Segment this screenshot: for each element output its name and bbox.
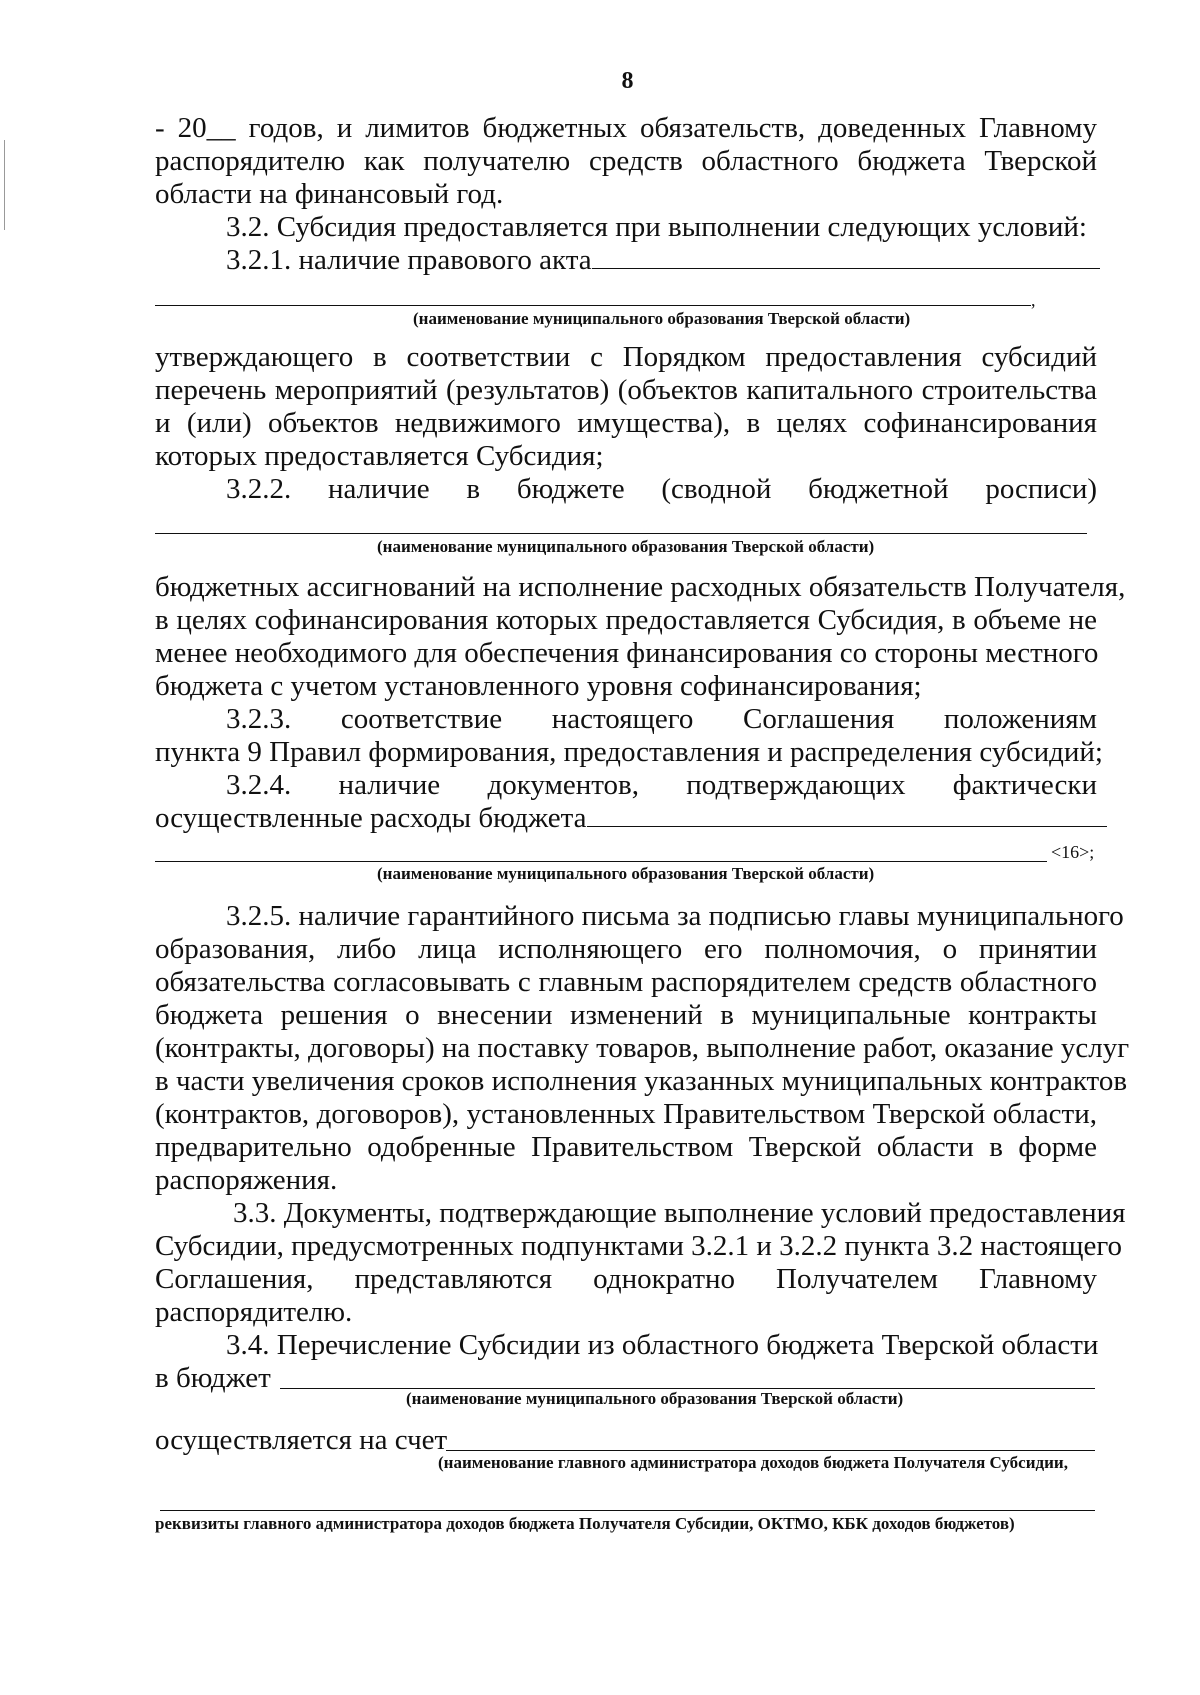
blank-municipality-field[interactable] — [155, 305, 1031, 306]
text-line: которых предоставляется Субсидия; — [155, 440, 604, 472]
scan-margin-line — [4, 140, 5, 230]
text-line: предварительно одобренные Правительством Тверской области в форме — [155, 1131, 1097, 1163]
act-line — [226, 244, 1097, 277]
blank-account-field[interactable] — [446, 1450, 1095, 1451]
text-line: (контрактов, договоров), установленных Правительством Тверской области, — [155, 1098, 1097, 1130]
text-line: распорядителю. — [155, 1296, 353, 1328]
text-line: 3.2. Субсидия предоставляется при выполнении следующих условий: — [226, 211, 1087, 243]
text-line: области на финансовый год. — [155, 178, 504, 210]
caption-municipality: (наименование муниципального образования Тверской области) — [377, 864, 875, 883]
text-line: и (или) объектов недвижимого имущества), в целях софинансирования — [155, 407, 1097, 439]
caption-admin-details: реквизиты главного администратора доходов бюджета Получателя Субсидии, ОКТМО, КБК доходов бюджетов) — [155, 1514, 1015, 1533]
text-line: - 20__ годов, и лимитов бюджетных обязательств, доведенных Главному — [155, 112, 1097, 144]
text-line: 3.2.1. наличие правового акта — [226, 244, 592, 276]
text-line: 3.2.5. наличие гарантийного письма за подписью главы муниципального — [226, 900, 1124, 932]
text-line: распорядителю как получателю средств областного бюджета Тверской — [155, 145, 1097, 177]
text-line: пункта 9 Правил формирования, предоставления и распределения субсидий; — [155, 736, 1103, 768]
page-number: 8 — [621, 68, 634, 94]
blank-admin-details-field[interactable] — [160, 1510, 1095, 1511]
text-line: Соглашения, представляются однократно Получателем Главному — [155, 1263, 1097, 1295]
text-line: в целях софинансирования которых предоставляется Субсидия, в объеме не — [155, 604, 1097, 636]
caption-municipality: (наименование муниципального образования Тверской области) — [377, 537, 875, 556]
text-line: менее необходимого для обеспечения финансирования со стороны местного — [155, 637, 1099, 669]
text-line: обязательства согласовывать с главным распорядителем средств областного — [155, 966, 1097, 998]
text-line: (контракты, договоры) на поставку товаров, выполнение работ, оказание услуг — [155, 1032, 1130, 1064]
text-line: утверждающего в соответствии с Порядком предоставления субсидий — [155, 341, 1097, 373]
text-line: в бюджет — [155, 1362, 271, 1394]
footnote-16: <16>; — [1051, 842, 1095, 862]
caption-admin: (наименование главного администратора доходов бюджета Получателя Субсидии, — [438, 1453, 1068, 1472]
text-line: бюджета с учетом установленного уровня софинансирования; — [155, 670, 922, 702]
expenses-line — [155, 802, 1097, 835]
text-line: перечень мероприятий (результатов) (объектов капитального строительства — [155, 374, 1097, 406]
text-line: в части увеличения сроков исполнения указанных муниципальных контрактов — [155, 1065, 1128, 1097]
text-line: бюджета решения о внесении изменений в муниципальные контракты — [155, 999, 1097, 1031]
blank-expenses-field[interactable] — [587, 802, 1107, 827]
text-line: 3.2.4. наличие документов, подтверждающих фактически — [226, 769, 1097, 801]
text-line: образования, либо лица исполняющего его полномочия, о принятии — [155, 933, 1097, 965]
text-line: распоряжения. — [155, 1164, 338, 1196]
blank-municipality-field[interactable] — [155, 861, 1047, 862]
text-line: осуществленные расходы бюджета — [155, 802, 587, 834]
caption-municipality: (наименование муниципального образования Тверской области) — [413, 309, 911, 328]
text-line: Субсидии, предусмотренных подпунктами 3.2.1 и 3.2.2 пункта 3.2 настоящего — [155, 1230, 1123, 1262]
text-line: осуществляется на счет — [155, 1424, 448, 1456]
text-line: 3.3. Документы, подтверждающие выполнение условий предоставления — [233, 1197, 1126, 1229]
blank-act-field[interactable] — [592, 244, 1100, 269]
text-line: 3.4. Перечисление Субсидии из областного бюджета Тверской области — [226, 1329, 1099, 1361]
caption-municipality: (наименование муниципального образования Тверской области) — [406, 1389, 904, 1408]
text-line: 3.2.2. наличие в бюджете (сводной бюджетной росписи) — [226, 473, 1097, 505]
text-line: бюджетных ассигнований на исполнение расходных обязательств Получателя, — [155, 571, 1126, 603]
text-line: 3.2.3. соответствие настоящего Соглашения положениям — [226, 703, 1097, 735]
blank-municipality-field[interactable] — [155, 533, 1087, 534]
comma-mark: , — [1031, 290, 1036, 310]
